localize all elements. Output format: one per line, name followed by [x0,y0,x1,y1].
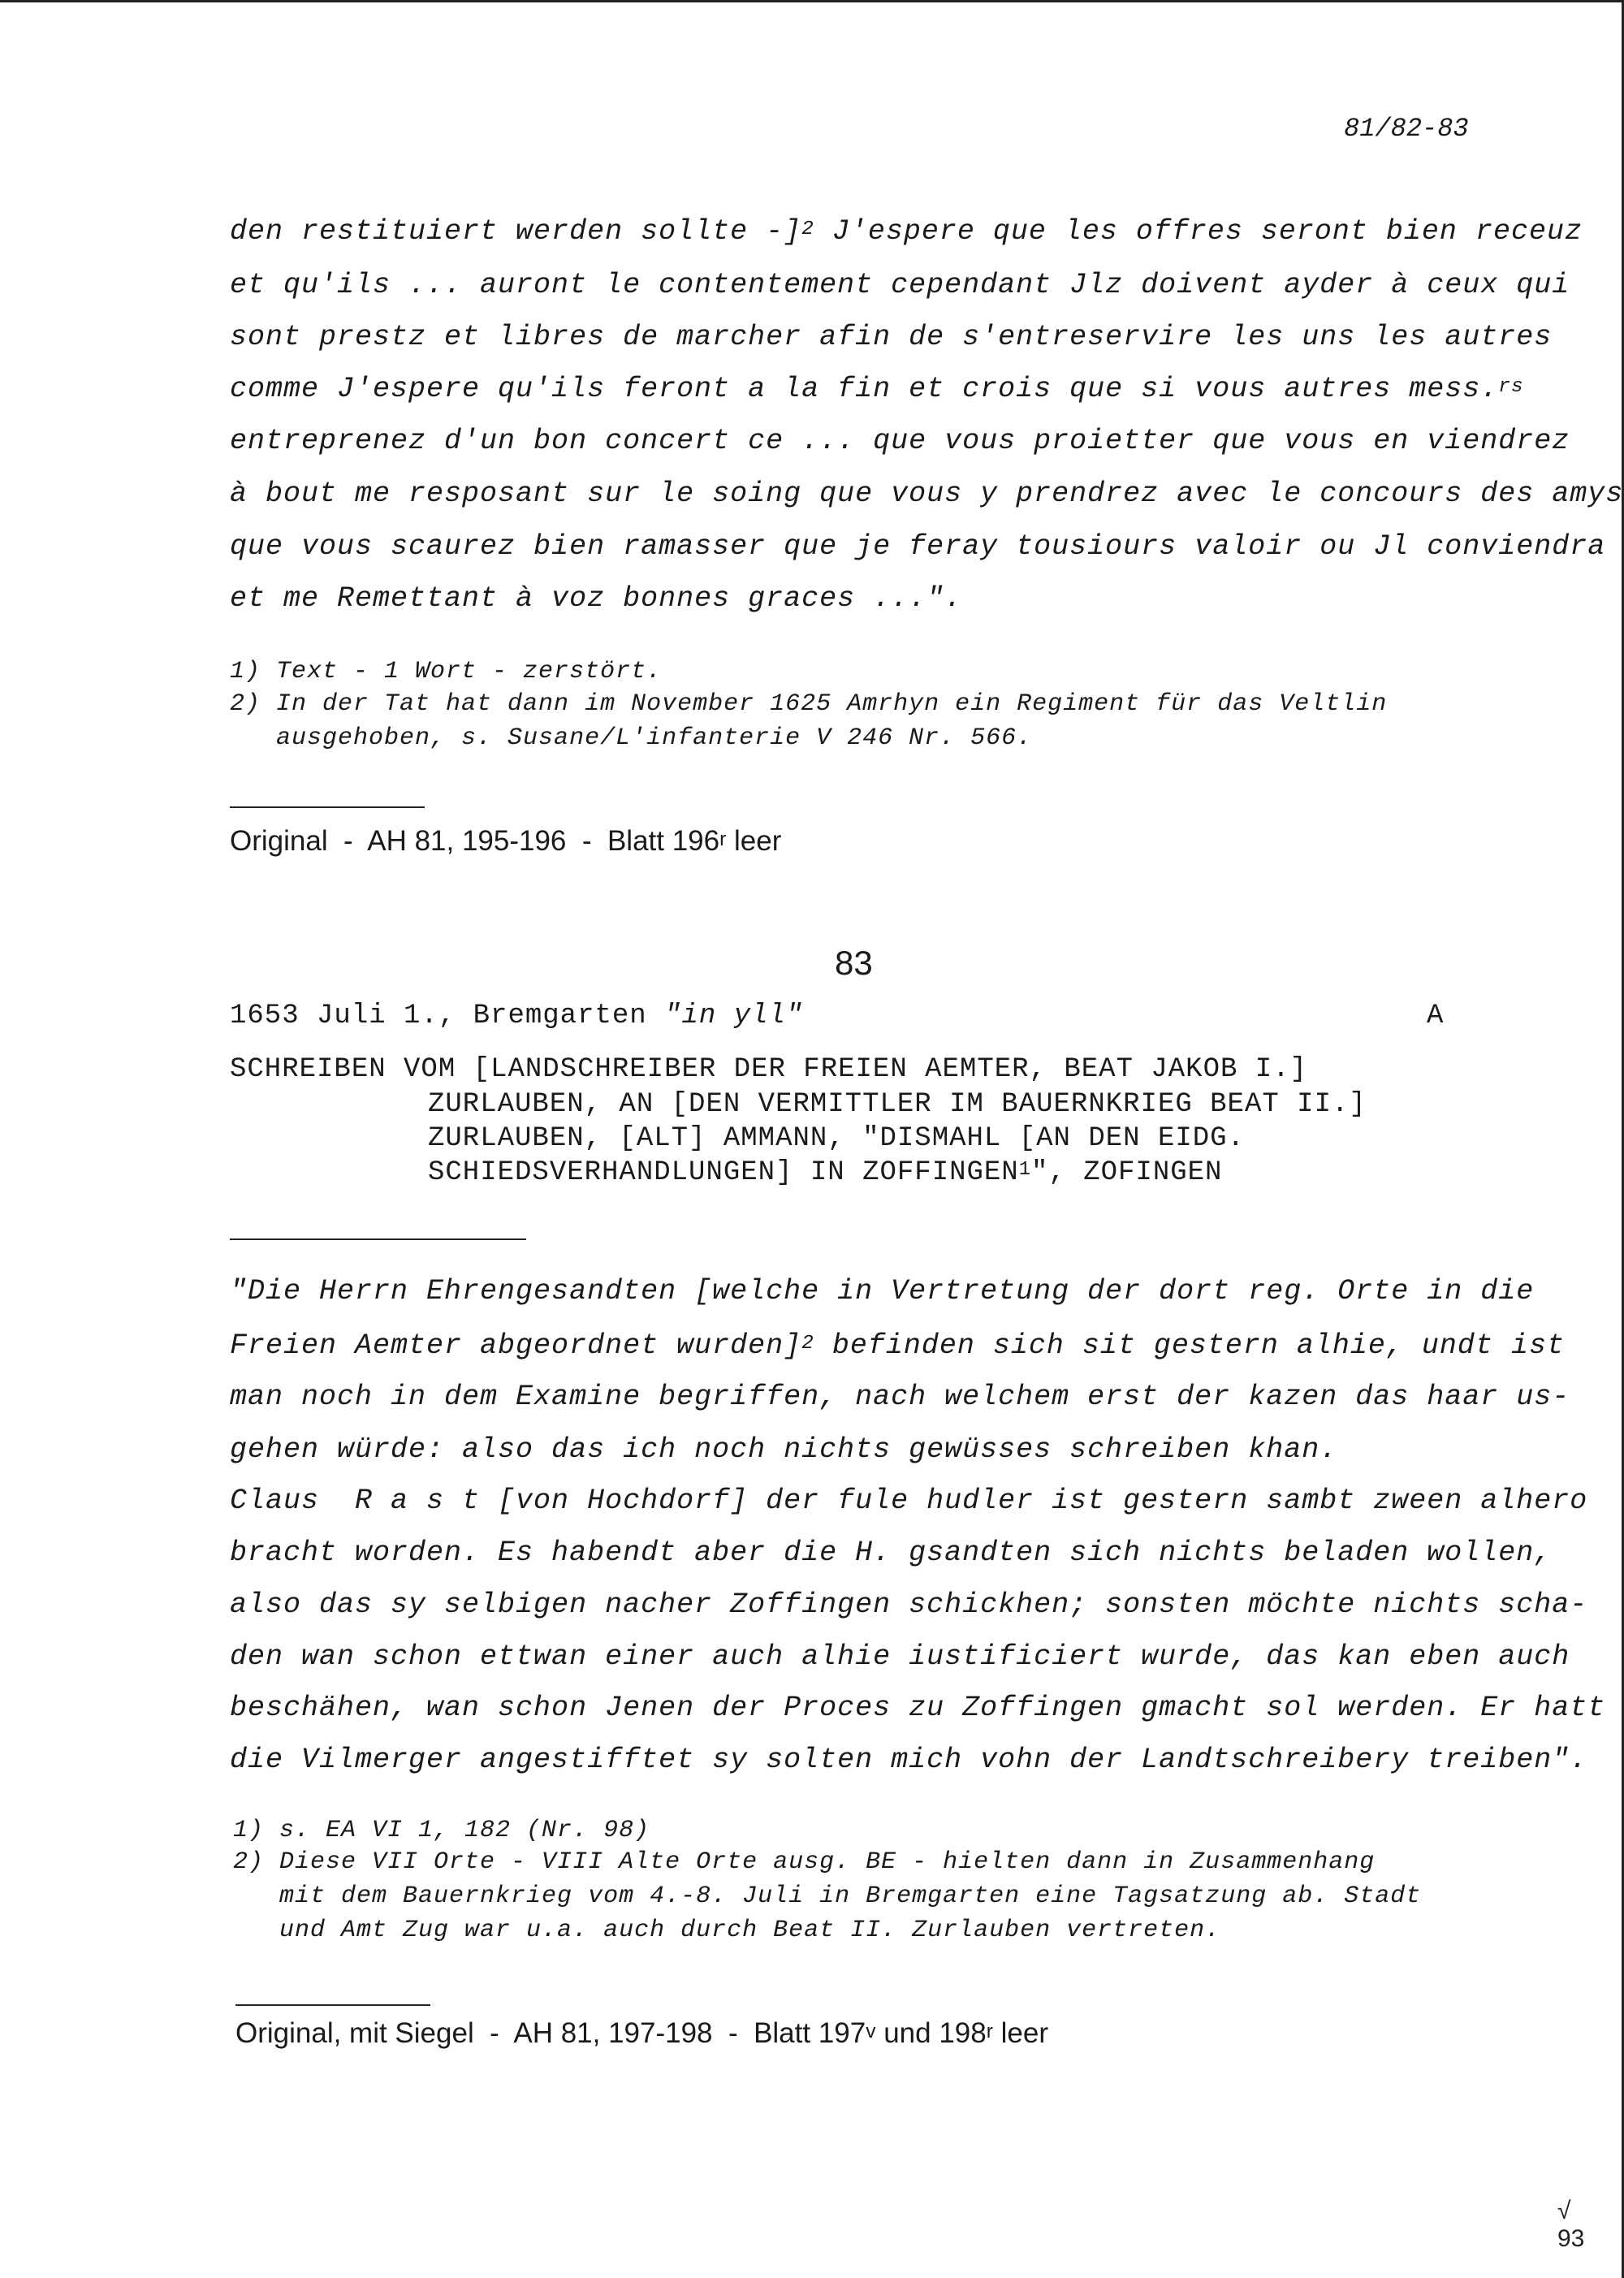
document-number: 83 [835,944,873,982]
separator-rule-3 [235,2004,430,2006]
document-marker: A [1427,1001,1445,1031]
heading-line-2: ZURLAUBEN, AN [DEN VERMITTLER IM BAUERNKRIEG BEAT II.] [428,1089,1367,1120]
letter-line-1: den restituiert werden sollte -]$^2$ J'espere que les offres seront bien receuz [230,215,1583,248]
footnote-1: 1) Text - 1 Wort - zerstört. [230,658,663,685]
separator-rule-2 [230,1238,526,1240]
letter-line-5: entreprenez d'un bon concert ce ... que vous proietter que vous en viendrez [230,425,1570,457]
separator-rule-1 [230,806,425,808]
body-line-10: die Vilmerger angestifftet sy solten mich vohn der Landtschreibery treiben". [230,1744,1588,1776]
original-reference-1: Original - AH 81, 195-196 - Blatt 196$^r$ leer [230,825,782,857]
footnote-83-1: 1) s. EA VI 1, 182 (Nr. 98) [233,1817,650,1844]
body-line-5: Claus R a s t [von Hochdorf] der fule hudler ist gestern sambt zween alhero [230,1485,1588,1517]
body-line-8: den wan schon ettwan einer auch alhie iustificiert wurde, das kan eben auch [230,1640,1570,1673]
page-number: 81/82-83 [1344,114,1469,144]
heading-line-4: SCHIEDSVERHANDLUNGEN] IN ZOFFINGEN$^1$", ZOFINGEN [428,1157,1223,1188]
body-line-2: Freien Aemter abgeordnet wurden]$^2$ befinden sich sit gestern alhie, undt ist [230,1329,1565,1362]
letter-line-8: et me Remettant à voz bonnes graces ...". [230,582,963,615]
heading-line-3: ZURLAUBEN, [ALT] AMMANN, "DISMAHL [AN DEN EIDG. [428,1123,1245,1154]
body-line-9: beschähen, wan schon Jenen der Proces zu Zoffingen gmacht sol werden. Er hatt [230,1692,1606,1724]
footnote-2a: 2) In der Tat hat dann im November 1625 Amrhyn ein Regiment für das Veltlin [230,690,1388,718]
body-line-4: gehen würde: also das ich noch nichts gewüsses schreiben khan. [230,1433,1338,1466]
footnote-83-2b: mit dem Bauernkrieg vom 4.-8. Juli in Bremgarten eine Tagsatzung ab. Stadt [233,1882,1422,1910]
letter-line-4: comme J'espere qu'ils feront a la fin et crois que si vous autres mess.$^{rs}$ [230,373,1524,405]
body-line-7: also das sy selbigen nacher Zoffingen schickhen; sonsten möchte nichts scha- [230,1589,1588,1621]
footnote-2b: ausgehoben, s. Susane/L'infanterie V 246 Nr. 566. [230,724,1033,752]
footnote-83-2c: und Amt Zug war u.a. auch durch Beat II. Zurlauben vertreten. [233,1917,1221,1944]
heading-line-1: SCHREIBEN VOM [LANDSCHREIBER DER FREIEN AEMTER, BEAT JAKOB I.] [230,1054,1308,1085]
body-line-3: man noch in dem Examine begriffen, nach welchem erst der kazen das haar us- [230,1381,1570,1413]
body-line-1: "Die Herrn Ehrengesandten [welche in Vertretung der dort reg. Orte in die [230,1275,1535,1308]
page-border-top [0,0,1624,2]
letter-line-3: sont prestz et libres de marcher afin de s'entreservire les uns les autres [230,321,1553,353]
body-line-6: bracht worden. Es habendt aber die H. gsandten sich nichts beladen wollen, [230,1537,1553,1569]
letter-line-2: et qu'ils ... auront le contentement cependant Jlz doivent ayder à ceux qui [230,269,1570,301]
letter-line-7: que vous scaurez bien ramasser que je feray tousiours valoir ou Jl conviendra [230,530,1606,563]
original-reference-2: Original, mit Siegel - AH 81, 197-198 - Blatt 197$^v$ und 198$^r$ leer [235,2017,1048,2049]
letter-line-6: à bout me resposant sur le soing que vous y prendrez avec le concours des amys [230,478,1624,510]
date-place: 1653 Juli 1., Bremgarten "in yll" [230,1001,804,1031]
handwritten-mark: √ 93 [1557,2198,1585,2252]
footnote-83-2a: 2) Diese VII Orte - VIII Alte Orte ausg. BE - hielten dann in Zusammenhang [233,1848,1376,1876]
